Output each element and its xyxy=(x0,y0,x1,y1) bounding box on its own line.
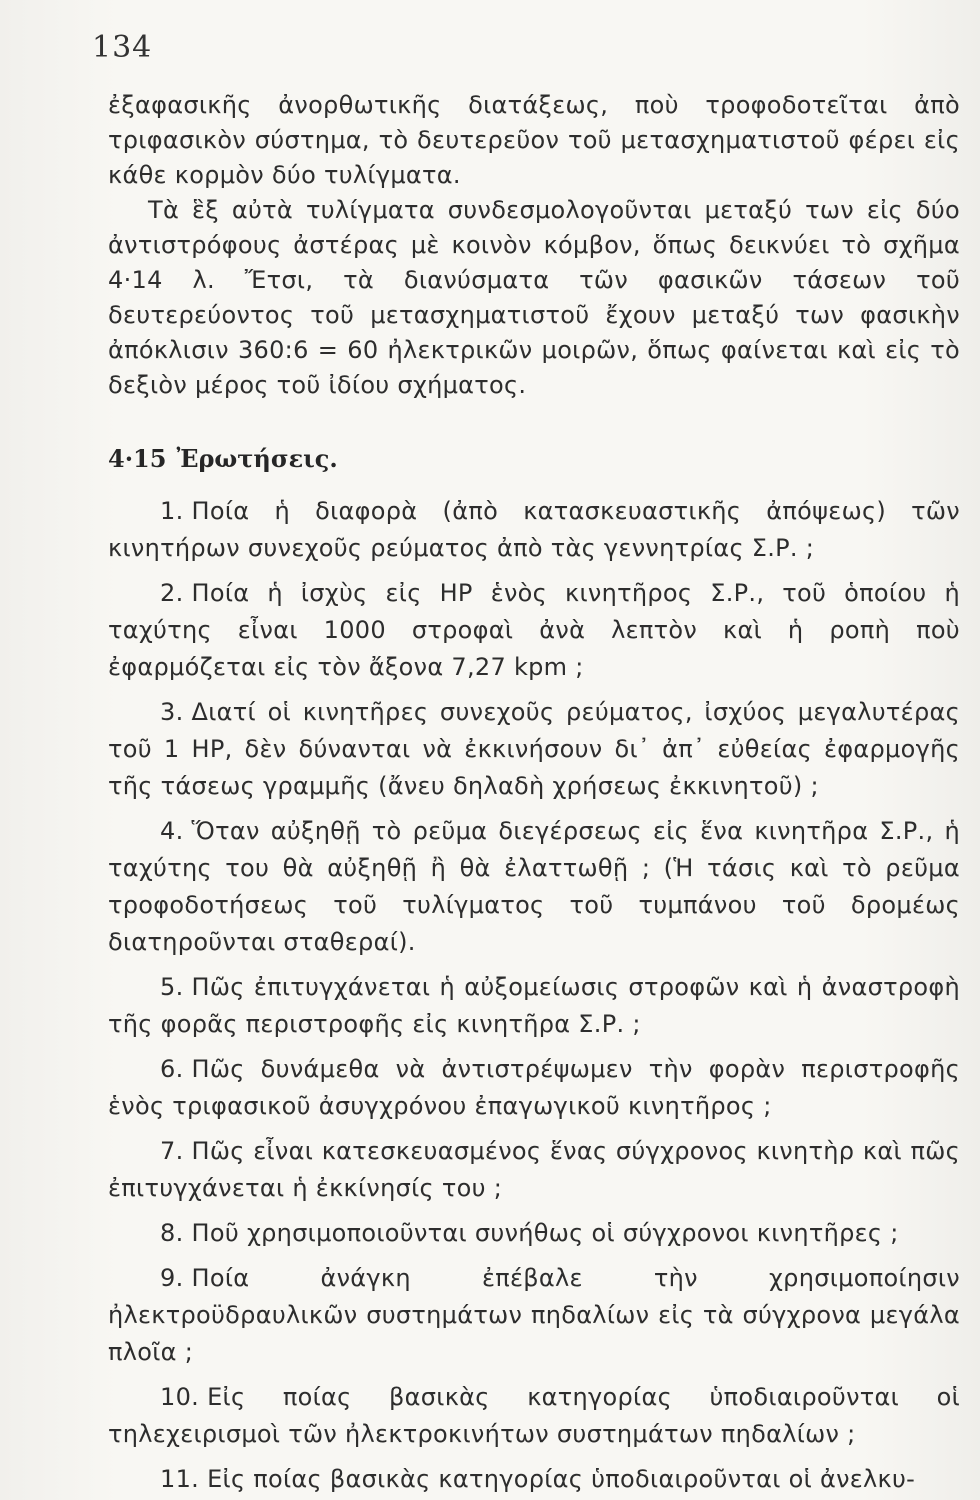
question-text: Εἰς ποίας βασικὰς κατηγορίας ὑποδιαιροῦνται οἱ ἀνελκυ- xyxy=(207,1465,916,1493)
question-text: Πῶς εἶναι κατεσκευασμένος ἕνας σύγχρονος κινητὴρ καὶ πῶς ἐπιτυγχάνεται ἡ ἐκκίνησίς του ; xyxy=(108,1137,960,1202)
question-text: Ὅταν αὐξηθῇ τὸ ρεῦμα διεγέρσεως εἰς ἕνα κινητῆρα Σ.Ρ., ἡ ταχύτης του θὰ αὐξηθῇ ἢ θὰ ἐλαττωθῇ ; (Ἡ τάσις καὶ τὸ ρεῦμα τροφοδοτήσεως τοῦ τυλίγματος τοῦ τυμπάνου τοῦ δρομέως διατηροῦνται σταθεραί). xyxy=(108,817,960,956)
question-text: Ποία ἡ ἰσχὺς εἰς HP ἑνὸς κινητῆρος Σ.Ρ., τοῦ ὁποίου ἡ ταχύτης εἶναι 1000 στροφαὶ ἀνὰ λεπτὸν καὶ ἡ ροπὴ ποὺ ἐφαρμόζεται εἰς τὸν ἄξονα 7,27 kpm ; xyxy=(108,579,960,681)
question-number: 10. xyxy=(160,1383,200,1411)
question-item xyxy=(108,969,960,1043)
question-number: 3. xyxy=(160,698,184,726)
question-number: 8. xyxy=(160,1219,184,1247)
question-number: 5. xyxy=(160,973,184,1001)
section-title: Ἐρωτήσεις. xyxy=(176,444,338,473)
question-text: Πῶς ἐπιτυγχάνεται ἡ αὐξομείωσις στροφῶν καὶ ἡ ἀναστροφὴ τῆς φορᾶς περιστροφῆς εἰς κινητῆρα Σ.Ρ. ; xyxy=(108,973,960,1038)
question-item xyxy=(108,1133,960,1207)
paragraph-continued: ἐξαφασικῆς ἀνορθωτικῆς διατάξεως, ποὺ τροφοδοτεῖται ἀπὸ τριφασικὸν σύστημα, τὸ δευτερεῦον τοῦ μετασχηματιστοῦ φέρει εἰς κάθε κορμὸν δύο τυλίγματα. xyxy=(108,91,960,189)
page-number: 134 xyxy=(92,30,153,65)
question-item xyxy=(108,1461,960,1498)
question-text: Ποία ἡ διαφορὰ (ἀπὸ κατασκευαστικῆς ἀπόψεως) τῶν κινητήρων συνεχοῦς ρεύματος ἀπὸ τὰς γεννητρίας Σ.Ρ. ; xyxy=(108,497,960,562)
question-item xyxy=(108,575,960,686)
question-number: 4. xyxy=(160,817,184,845)
question-item xyxy=(108,1379,960,1453)
page-content xyxy=(108,88,960,1500)
question-number: 2. xyxy=(160,579,184,607)
question-item xyxy=(108,694,960,805)
question-number: 9. xyxy=(160,1264,184,1292)
question-item xyxy=(108,493,960,567)
question-number: 7. xyxy=(160,1137,184,1165)
section-heading xyxy=(108,443,960,475)
questions-list xyxy=(108,493,960,1498)
question-text: Πῶς δυνάμεθα νὰ ἀντιστρέψωμεν τὴν φορὰν περιστροφῆς ἑνὸς τριφασικοῦ ἀσυγχρόνου ἐπαγωγικοῦ κινητῆρος ; xyxy=(108,1055,960,1120)
question-text: Ποία ἀνάγκη ἐπέβαλε τὴν χρησιμοποίησιν ἠλεκτροϋδραυλικῶν συστημάτων πηδαλίων εἰς τὰ σύγχρονα μεγάλα πλοῖα ; xyxy=(108,1264,960,1366)
question-text: Ποῦ χρησιμοποιοῦνται συνήθως οἱ σύγχρονοι κινητῆρες ; xyxy=(191,1219,899,1247)
question-item xyxy=(108,813,960,961)
question-number: 1. xyxy=(160,497,184,525)
question-text: Διατί οἱ κινητῆρες συνεχοῦς ρεύματος, ἰσχύος μεγαλυτέρας τοῦ 1 HP, δὲν δύνανται νὰ ἐκκινήσουν δι᾿ ἀπ᾿ εὐθείας ἐφαρμογῆς τῆς τάσεως γραμμῆς (ἄνευ δηλαδὴ χρήσεως ἐκκινητοῦ) ; xyxy=(108,698,960,800)
paragraph-transformer-windings: Τὰ ἓξ αὐτὰ τυλίγματα συνδεσμολογοῦνται μεταξύ των εἰς δύο ἀντιστρόφους ἀστέρας μὲ κοινὸν κόμβον, ὅπως δεικνύει τὸ σχῆμα 4·14 λ. Ἔτσι, τὰ διανύσματα τῶν φασικῶν τάσεων τοῦ δευτερεύοντος τοῦ μετασχηματιστοῦ ἔχουν μεταξύ των φασικὴν ἀπόκλισιν 360:6 = 60 ἠλεκτρικῶν μοιρῶν, ὅπως φαίνεται καὶ εἰς τὸ δεξιὸν μέρος τοῦ ἰδίου σχήματος. xyxy=(108,196,960,399)
question-item xyxy=(108,1051,960,1125)
question-number: 11. xyxy=(160,1465,200,1493)
question-text: Εἰς ποίας βασικὰς κατηγορίας ὑποδιαιροῦνται οἱ τηλεχειρισμοὶ τῶν ἠλεκτροκινήτων συστημάτων πηδαλίων ; xyxy=(108,1383,960,1448)
question-item xyxy=(108,1260,960,1371)
question-number: 6. xyxy=(160,1055,184,1083)
section-number: 4·15 xyxy=(108,444,167,473)
question-item xyxy=(108,1215,960,1252)
